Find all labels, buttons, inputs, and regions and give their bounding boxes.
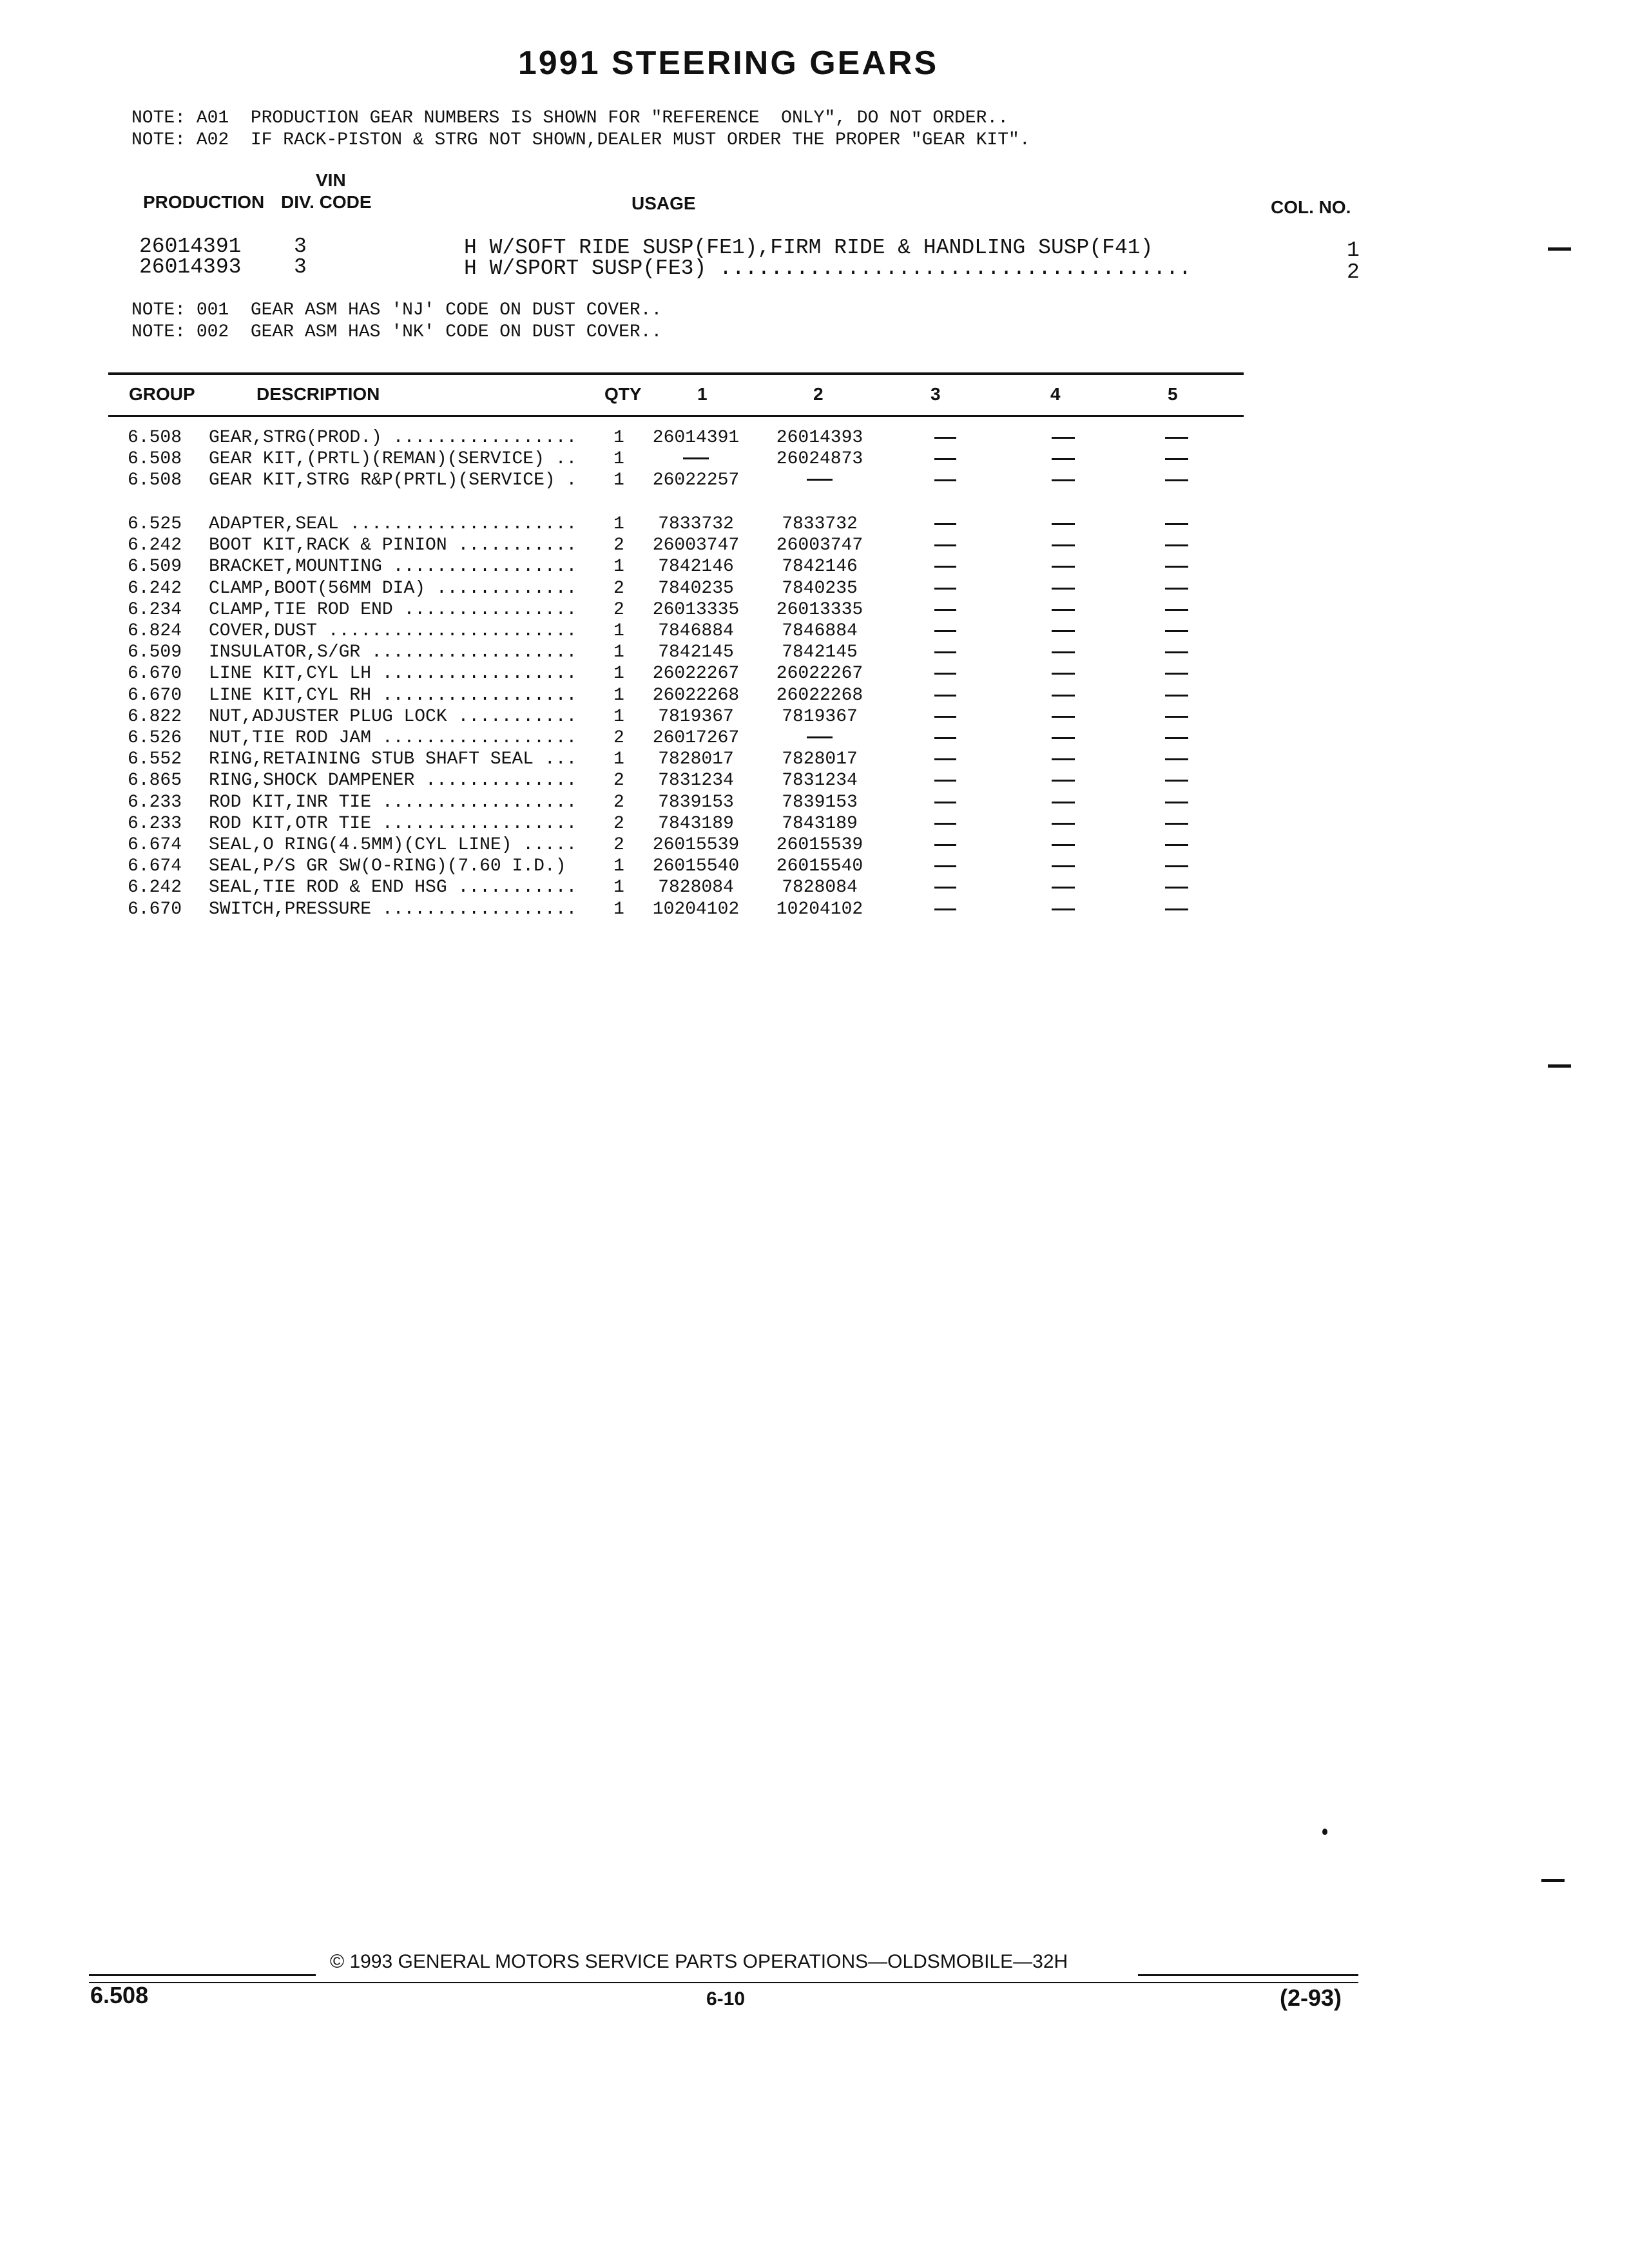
row-qty: 2 [613, 728, 624, 748]
row-qty: 1 [613, 557, 624, 577]
div-code-header: DIV. CODE [281, 192, 372, 212]
empty-col3-dash [934, 673, 956, 675]
row-part-col1: 26022267 [652, 664, 740, 684]
empty-col4-dash [1052, 609, 1075, 611]
row-part-col2: 26022268 [776, 686, 863, 706]
row-part-col1: 7831234 [658, 771, 734, 791]
empty-col4-dash [1052, 479, 1075, 481]
row-group: 6.824 [128, 621, 182, 641]
empty-col3-dash [934, 544, 956, 546]
row-part-col2: 26014393 [776, 428, 863, 448]
empty-col5-dash [1165, 865, 1188, 867]
empty-col4-dash [1052, 758, 1075, 760]
empty-col5-dash [1165, 479, 1188, 481]
empty-col3-dash [934, 588, 956, 590]
empty-col3-dash [934, 758, 956, 760]
row-group: 6.233 [128, 793, 182, 812]
row-description: NUT,ADJUSTER PLUG LOCK ........... [209, 707, 577, 727]
empty-col4-dash [1052, 673, 1075, 675]
row-part-col2-dash [755, 470, 884, 490]
row-description: BOOT KIT,RACK & PINION ........... [209, 535, 577, 555]
usage-production-1: 26014391 [139, 235, 242, 258]
row-part-col2: 7828084 [782, 878, 858, 898]
table-row [0, 621, 1289, 642]
empty-col4-dash [1052, 437, 1075, 439]
empty-col5-dash [1165, 523, 1188, 525]
empty-col5-dash [1165, 780, 1188, 782]
table-row [0, 793, 1289, 814]
empty-col4-dash [1052, 716, 1075, 718]
row-group: 6.670 [128, 686, 182, 706]
empty-col4-dash [1052, 566, 1075, 568]
empty-col3-dash [934, 780, 956, 782]
row-description: CLAMP,TIE ROD END ................ [209, 600, 577, 620]
empty-col5-dash [1165, 437, 1188, 439]
row-part-col1: 26013335 [652, 600, 740, 620]
col-header-4: 4 [1050, 384, 1061, 404]
margin-dot [1322, 1829, 1327, 1835]
row-qty: 2 [613, 793, 624, 812]
empty-col5-dash [1165, 802, 1188, 803]
empty-col4-dash [1052, 458, 1075, 460]
table-row [0, 856, 1289, 878]
row-part-col1: 10204102 [652, 899, 740, 919]
col-header-qty: QTY [604, 384, 642, 404]
usage-col-2: 2 [1347, 260, 1360, 284]
row-qty: 1 [613, 428, 624, 448]
row-description: ROD KIT,INR TIE .................. [209, 793, 577, 812]
row-description: COVER,DUST ....................... [209, 621, 577, 641]
empty-col5-dash [1165, 630, 1188, 632]
usage-div-2: 3 [294, 255, 307, 279]
row-qty: 1 [613, 642, 624, 662]
empty-col3-dash [934, 458, 956, 460]
empty-col3-dash [934, 479, 956, 481]
row-description: BRACKET,MOUNTING ................. [209, 557, 577, 577]
footer-page-number: 6-10 [706, 1988, 746, 2010]
row-description: RING,RETAINING STUB SHAFT SEAL ... [209, 749, 577, 769]
table-row [0, 771, 1289, 792]
row-part-col1: 7846884 [658, 621, 734, 641]
empty-col3-dash [934, 609, 956, 611]
usage-text-2: H W/SPORT SUSP(FE3) ..................................... [464, 256, 1191, 280]
empty-col4-dash [1052, 865, 1075, 867]
col-header-group: GROUP [129, 384, 195, 404]
empty-col3-dash [934, 437, 956, 439]
empty-col3-dash [934, 844, 956, 846]
row-qty: 2 [613, 771, 624, 791]
col-header-3: 3 [930, 384, 941, 404]
footer-date: (2-93) [1280, 1984, 1342, 2011]
table-row [0, 428, 1289, 449]
row-description: ROD KIT,OTR TIE .................. [209, 814, 577, 834]
empty-col3-dash [934, 630, 956, 632]
empty-col3-dash [934, 737, 956, 739]
footer-rule-left [89, 1974, 316, 1976]
empty-col3-dash [934, 823, 956, 825]
row-part-col1: 26022268 [652, 686, 740, 706]
row-group: 6.674 [128, 835, 182, 855]
empty-col4-dash [1052, 780, 1075, 782]
table-row [0, 899, 1289, 921]
table-row [0, 814, 1289, 835]
table-row [0, 642, 1289, 664]
table-top-rule [108, 372, 1244, 375]
row-part-col2: 7846884 [782, 621, 858, 641]
row-qty: 2 [613, 600, 624, 620]
empty-col4-dash [1052, 908, 1075, 910]
row-description: RING,SHOCK DAMPENER .............. [209, 771, 577, 791]
empty-col3-dash [934, 865, 956, 867]
margin-mark [1548, 247, 1571, 251]
row-group: 6.670 [128, 899, 182, 919]
note-001: NOTE: 001 GEAR ASM HAS 'NJ' CODE ON DUST COVER.. [131, 300, 662, 320]
row-part-col2: 26013335 [776, 600, 863, 620]
empty-col3-dash [934, 523, 956, 525]
row-group: 6.822 [128, 707, 182, 727]
margin-mark [1541, 1879, 1565, 1882]
row-part-col1: 7843189 [658, 814, 734, 834]
empty-col5-dash [1165, 716, 1188, 718]
page-title: 1991 STEERING GEARS [517, 44, 939, 82]
empty-col5-dash [1165, 823, 1188, 825]
row-group: 6.234 [128, 600, 182, 620]
row-group: 6.509 [128, 557, 182, 577]
empty-col5-dash [1165, 458, 1188, 460]
empty-col4-dash [1052, 737, 1075, 739]
table-row [0, 535, 1289, 557]
table-row [0, 557, 1289, 578]
usage-text-1: H W/SOFT RIDE SUSP(FE1),FIRM RIDE & HANDLING SUSP(F41) [464, 236, 1153, 260]
row-part-col1: 7828084 [658, 878, 734, 898]
row-part-col2: 7828017 [782, 749, 858, 769]
row-part-col1: 7828017 [658, 749, 734, 769]
empty-col5-dash [1165, 844, 1188, 846]
empty-col3-dash [934, 802, 956, 803]
production-header: PRODUCTION [143, 192, 265, 212]
col-no-header: COL. NO. [1271, 197, 1351, 217]
table-row [0, 470, 1289, 492]
col-header-1: 1 [697, 384, 708, 404]
empty-col4-dash [1052, 844, 1075, 846]
row-part-col2: 7842145 [782, 642, 858, 662]
empty-col5-dash [1165, 609, 1188, 611]
row-part-col2: 7840235 [782, 579, 858, 599]
row-qty: 2 [613, 579, 624, 599]
empty-col5-dash [1165, 566, 1188, 568]
empty-col5-dash [1165, 887, 1188, 889]
table-row [0, 835, 1289, 856]
row-qty: 2 [613, 814, 624, 834]
row-description: LINE KIT,CYL LH .................. [209, 664, 577, 684]
empty-col5-dash [1165, 908, 1188, 910]
empty-col5-dash [1165, 695, 1188, 697]
row-group: 6.242 [128, 878, 182, 898]
row-qty: 2 [613, 535, 624, 555]
row-group: 6.508 [128, 470, 182, 490]
row-group: 6.233 [128, 814, 182, 834]
table-row [0, 514, 1289, 535]
empty-col4-dash [1052, 544, 1075, 546]
empty-col3-dash [934, 566, 956, 568]
note-a01: NOTE: A01 PRODUCTION GEAR NUMBERS IS SHOWN FOR "REFERENCE ONLY", DO NOT ORDER.. [131, 108, 1009, 128]
row-part-col1: 26015540 [652, 856, 740, 876]
col-header-2: 2 [813, 384, 824, 404]
row-group: 6.242 [128, 535, 182, 555]
usage-production-2: 26014393 [139, 255, 242, 279]
row-group: 6.670 [128, 664, 182, 684]
row-part-col1: 26015539 [652, 835, 740, 855]
table-row [0, 579, 1289, 600]
usage-col-1: 1 [1347, 238, 1360, 262]
row-part-col2 [755, 728, 884, 748]
empty-col3-dash [934, 908, 956, 910]
empty-col5-dash [1165, 758, 1188, 760]
empty-col3-dash [934, 716, 956, 718]
margin-mark [1548, 1064, 1571, 1068]
empty-col4-dash [1052, 823, 1075, 825]
row-group: 6.509 [128, 642, 182, 662]
row-part-col1: 7840235 [658, 579, 734, 599]
row-description: ADAPTER,SEAL ..................... [209, 514, 577, 534]
row-part-col1-dash [631, 449, 760, 469]
row-part-col2: 26024873 [776, 449, 863, 469]
table-row [0, 664, 1289, 685]
note-002: NOTE: 002 GEAR ASM HAS 'NK' CODE ON DUST COVER.. [131, 322, 662, 342]
empty-col5-dash [1165, 651, 1188, 653]
row-qty: 2 [613, 835, 624, 855]
row-group: 6.525 [128, 514, 182, 534]
row-part-col2: 26015539 [776, 835, 863, 855]
empty-col4-dash [1052, 651, 1075, 653]
row-part-col2: 26015540 [776, 856, 863, 876]
row-part-col1: 26014391 [652, 428, 740, 448]
row-qty: 1 [613, 449, 624, 469]
row-part-col1: 26003747 [652, 535, 740, 555]
row-group: 6.508 [128, 449, 182, 469]
footer-rule-under [89, 1982, 1358, 1983]
empty-col4-dash [1052, 695, 1075, 697]
row-qty: 1 [613, 514, 624, 534]
empty-col5-dash [1165, 673, 1188, 675]
row-group: 6.674 [128, 856, 182, 876]
empty-col3-dash [934, 695, 956, 697]
row-part-col1: 7842145 [658, 642, 734, 662]
row-group: 6.865 [128, 771, 182, 791]
row-qty: 1 [613, 664, 624, 684]
table-header-rule [108, 415, 1244, 417]
empty-col4-dash [1052, 802, 1075, 803]
row-part-col2: 7833732 [782, 514, 858, 534]
row-part-col2: 7842146 [782, 557, 858, 577]
row-group: 6.508 [128, 428, 182, 448]
row-qty: 1 [613, 749, 624, 769]
row-description: SEAL,P/S GR SW(O-RING)(7.60 I.D.) [209, 856, 577, 876]
table-row [0, 728, 1289, 749]
row-part-col2: 26003747 [776, 535, 863, 555]
row-description: GEAR,STRG(PROD.) ................. [209, 428, 577, 448]
row-description: INSULATOR,S/GR ................... [209, 642, 577, 662]
row-part-col1: 7839153 [658, 793, 734, 812]
vin-header: VIN [316, 170, 346, 190]
note-a02: NOTE: A02 IF RACK-PISTON & STRG NOT SHOWN,DEALER MUST ORDER THE PROPER "GEAR KIT". [131, 130, 1030, 150]
row-qty: 1 [613, 878, 624, 898]
row-part-col2: 26022267 [776, 664, 863, 684]
row-group: 6.552 [128, 749, 182, 769]
row-part-col1: 26017267 [652, 728, 740, 748]
footer-copyright: © 1993 GENERAL MOTORS SERVICE PARTS OPERATIONS—OLDSMOBILE—32H [330, 1951, 1068, 1972]
row-part-col1: 7842146 [658, 557, 734, 577]
empty-col4-dash [1052, 523, 1075, 525]
row-part-col2: 10204102 [776, 899, 863, 919]
row-part-col1: 26022257 [652, 470, 740, 490]
footer-rule-right [1138, 1974, 1358, 1976]
row-qty: 1 [613, 899, 624, 919]
col-header-description: DESCRIPTION [256, 384, 380, 404]
row-part-col1: 7819367 [658, 707, 734, 727]
empty-col3-dash [934, 887, 956, 889]
row-group: 6.242 [128, 579, 182, 599]
row-qty: 1 [613, 856, 624, 876]
row-qty: 1 [613, 707, 624, 727]
row-description: CLAMP,BOOT(56MM DIA) ............. [209, 579, 577, 599]
row-description: SEAL,TIE ROD & END HSG ........... [209, 878, 577, 898]
empty-col4-dash [1052, 588, 1075, 590]
row-qty: 1 [613, 621, 624, 641]
table-row [0, 449, 1289, 470]
row-part-col2: 7843189 [782, 814, 858, 834]
row-qty: 1 [613, 686, 624, 706]
row-qty: 1 [613, 470, 624, 490]
usage-div-1: 3 [294, 235, 307, 258]
table-row [0, 749, 1289, 771]
row-description: GEAR KIT,STRG R&P(PRTL)(SERVICE) . [209, 470, 588, 490]
row-group: 6.526 [128, 728, 182, 748]
empty-col5-dash [1165, 544, 1188, 546]
empty-col4-dash [1052, 887, 1075, 889]
usage-header: USAGE [631, 193, 696, 213]
row-description: SWITCH,PRESSURE .................. [209, 899, 577, 919]
table-row [0, 878, 1289, 899]
row-description: SEAL,O RING(4.5MM)(CYL LINE) ..... [209, 835, 577, 855]
row-description: GEAR KIT,(PRTL)(REMAN)(SERVICE) .. [209, 449, 588, 469]
row-part-col1: 7833732 [658, 514, 734, 534]
row-part-col2: 7839153 [782, 793, 858, 812]
table-row [0, 600, 1289, 621]
empty-col5-dash [1165, 737, 1188, 739]
col-header-5: 5 [1168, 384, 1178, 404]
table-row [0, 686, 1289, 707]
empty-col5-dash [1165, 588, 1188, 590]
table-row [0, 707, 1289, 728]
row-part-col2: 7819367 [782, 707, 858, 727]
empty-col4-dash [1052, 630, 1075, 632]
row-description: NUT,TIE ROD JAM .................. [209, 728, 577, 748]
empty-col3-dash [934, 651, 956, 653]
row-description: LINE KIT,CYL RH .................. [209, 686, 577, 706]
footer-section: 6.508 [90, 1982, 149, 2008]
row-part-col2: 7831234 [782, 771, 858, 791]
